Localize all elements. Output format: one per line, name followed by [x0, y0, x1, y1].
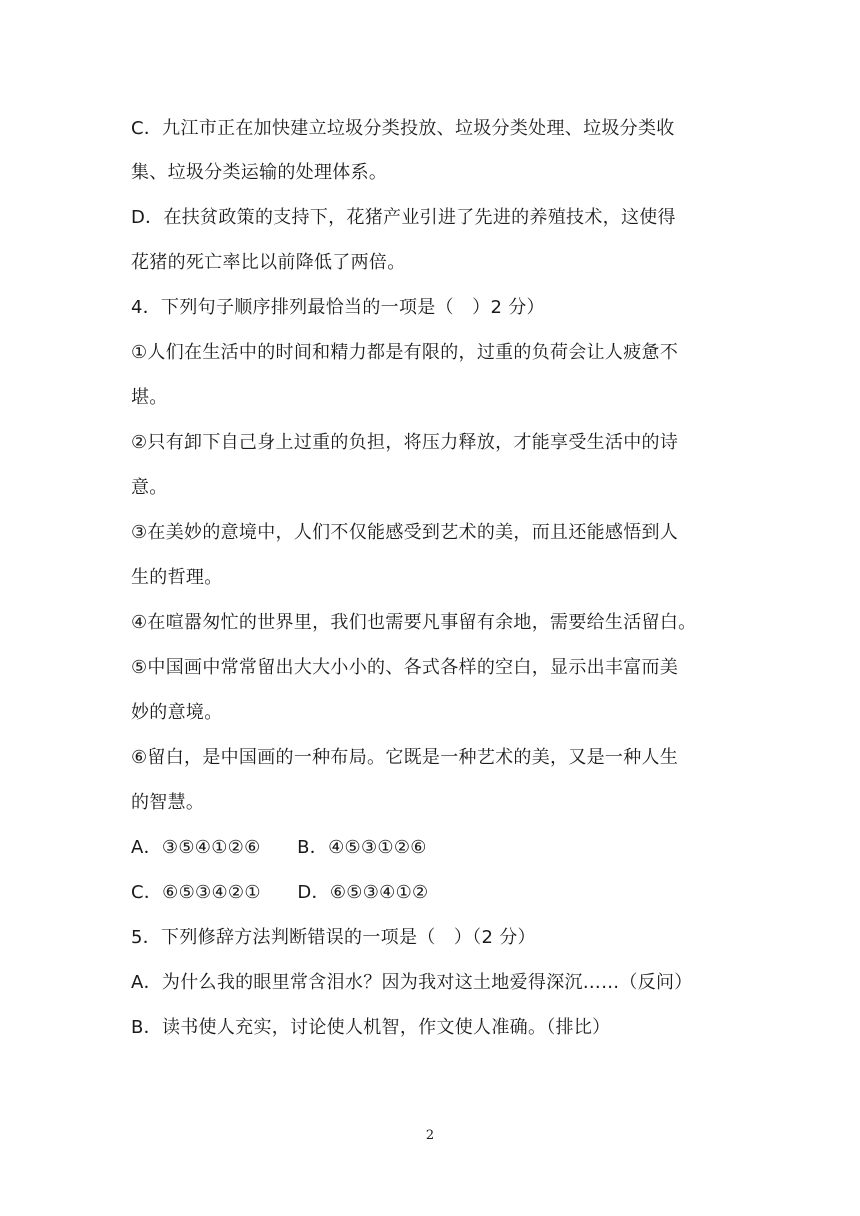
option-d-line-1: D．在扶贫政策的支持下，花猪产业引进了先进的养殖技术，这使得	[131, 207, 676, 228]
page-number: 2	[425, 1128, 435, 1143]
option-c-line-2: 集、垃圾分类运输的处理体系。	[131, 162, 388, 183]
question-5-stem: 5．下列修辞方法判断错误的一项是（ ）（2 分）	[131, 927, 536, 948]
option-c-line-1: C．九江市正在加快建立垃圾分类投放、垃圾分类处理、垃圾分类收	[131, 118, 675, 139]
sentence-4-line-1: ④在喧嚣匆忙的世界里，我们也需要凡事留有余地，需要给生活留白。	[131, 612, 697, 633]
sentence-1-line-2: 堪。	[131, 387, 168, 408]
sentence-6-line-1: ⑥留白，是中国画的一种布局。它既是一种艺术的美，又是一种人生	[131, 747, 679, 768]
sentence-1-line-1: ①人们在生活中的时间和精力都是有限的，过重的负荷会让人疲惫不	[131, 342, 679, 363]
question-4-options-ab: A．③⑤④①②⑥ B．④⑤③①②⑥	[131, 837, 427, 858]
sentence-3-line-2: 生的哲理。	[131, 567, 223, 588]
sentence-2-line-2: 意。	[131, 477, 168, 498]
question-5-option-b: B．读书使人充实，讨论使人机智，作文使人准确。（排比）	[131, 1017, 611, 1038]
sentence-6-line-2: 的智慧。	[131, 792, 205, 813]
sentence-5-line-2: 妙的意境。	[131, 702, 223, 723]
sentence-5-line-1: ⑤中国画中常常留出大大小小的、各式各样的空白，显示出丰富而美	[131, 657, 679, 678]
sentence-3-line-1: ③在美妙的意境中，人们不仅能感受到艺术的美，而且还能感悟到人	[131, 522, 679, 543]
option-d-line-2: 花猪的死亡率比以前降低了两倍。	[131, 252, 406, 273]
question-5-option-a: A．为什么我的眼里常含泪水？因为我对这土地爱得深沉……（反问）	[131, 972, 693, 993]
sentence-2-line-1: ②只有卸下自己身上过重的负担，将压力释放，才能享受生活中的诗	[131, 432, 679, 453]
question-4-stem: 4．下列句子顺序排列最恰当的一项是（ ）2 分）	[131, 297, 545, 318]
question-4-options-cd: C．⑥⑤③④②① D．⑥⑤③④①②	[131, 882, 429, 903]
